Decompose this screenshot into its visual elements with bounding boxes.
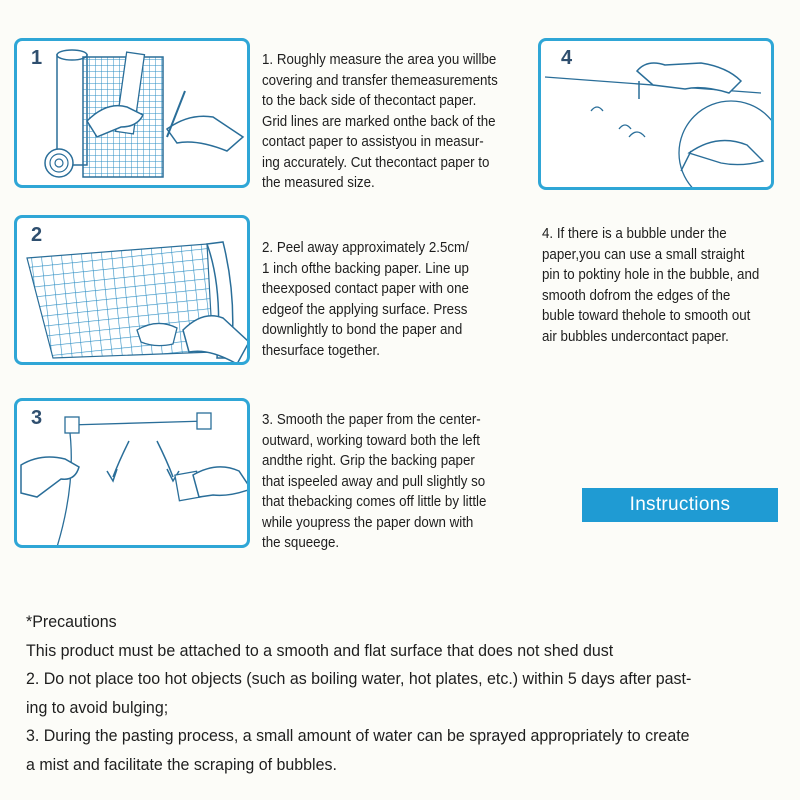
- instructions-label: Instructions: [582, 488, 778, 522]
- step-3-illustration: [14, 398, 250, 548]
- step-3-text: 3. Smooth the paper from the center- outward, working toward both the left andthe right. Grip the backing paper that ispeeled away and pull slightly so that thebacking comes off little by little while youpress the paper down with the squeege.: [262, 412, 487, 551]
- step-1-text: 1. Roughly measure the area you willbe covering and transfer themeasurements to the back side of thecontact paper. Grid lines are marked onthe back of the contact paper to assistyou in measur- ing accurately. Cut thecontact paper to the measured size.: [262, 52, 498, 191]
- precaution-line-1: This product must be attached to a smooth and flat surface that does not shed dust: [26, 640, 614, 660]
- step-2-number: 2: [31, 224, 43, 246]
- smooth-paper-illustration: [17, 401, 250, 548]
- step-1-illustration: [14, 38, 250, 188]
- step-4-number: 4: [561, 47, 573, 69]
- bubble-pin-illustration: [541, 41, 774, 190]
- peel-backing-illustration: [17, 218, 250, 365]
- step-3-number: 3: [31, 407, 43, 429]
- measure-paper-illustration: [17, 41, 250, 188]
- step-4-text: 4. If there is a bubble under the paper,you can use a small straight pin to poktiny hole in the bubble, and smooth dofrom the edges of the buble toward thehole to smooth out air bubbles undercontact paper.: [542, 226, 760, 345]
- precaution-line-2: 2. Do not place too hot objects (such as boiling water, hot plates, etc.) within 5 days after past- ing to avoid bulging;: [26, 669, 692, 717]
- step-2-illustration: [14, 215, 250, 365]
- step-4-illustration: [538, 38, 774, 190]
- precautions-section: [26, 608, 740, 779]
- precaution-line-3: 3. During the pasting process, a small amount of water can be sprayed appropriately to create a mist and facilitate the scraping of bubbles.: [26, 726, 690, 774]
- precautions-heading: *Precautions: [26, 612, 117, 631]
- step-2-text: 2. Peel away approximately 2.5cm/ 1 inch ofthe backing paper. Line up theexposed contact paper with one edgeof the applying surface. Press downlightly to bond the paper and thesurface together.: [262, 240, 469, 359]
- step-1-number: 1: [31, 47, 43, 69]
